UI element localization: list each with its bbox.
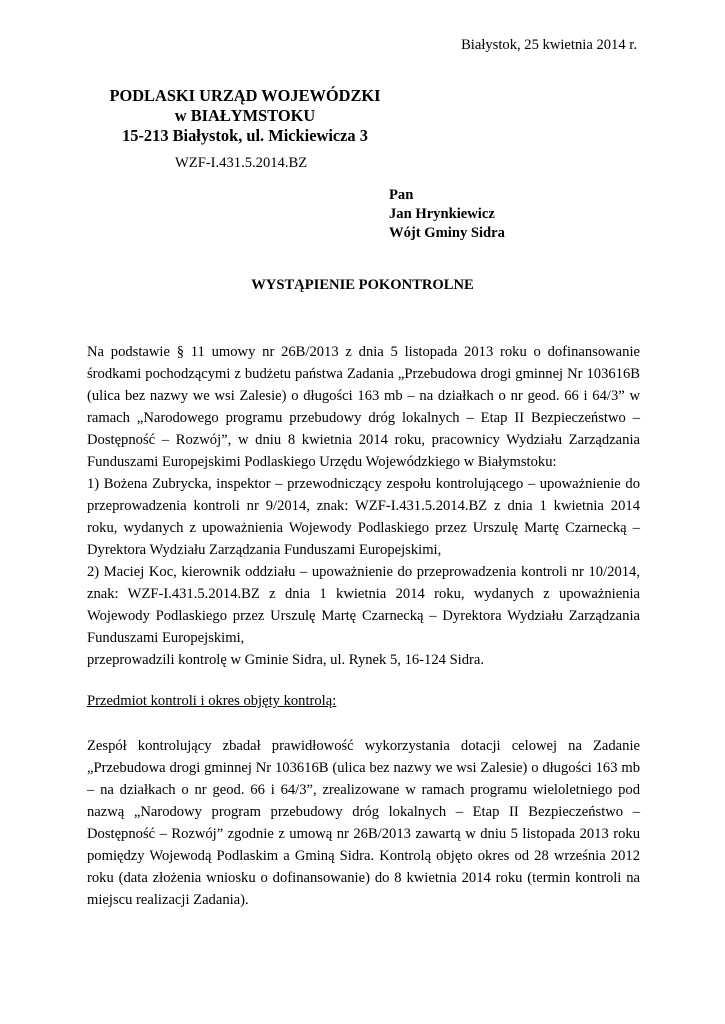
text-line: Dyrektora Wydziału Zarządzania Funduszami Europejskimi, (87, 542, 442, 558)
text-line: ramach „Narodowego programu przebudowy dróg lokalnych – Etap II Bezpieczeństwo – (87, 410, 640, 426)
document-title: WYSTĄPIENIE POKONTROLNE (251, 277, 474, 293)
office-name: PODLASKI URZĄD WOJEWÓDZKI (109, 86, 381, 105)
text-line: „Przebudowa drogi gminnej Nr 103616B (ulica bez nazwy we wsi Zalesie) o długości 163 mb (87, 760, 640, 776)
text-line: Dostępność – Rozwój” zgodnie z umową nr 26B/2013 zawartą w dniu 5 listopada 2013 roku (87, 826, 640, 842)
office-header (100, 86, 390, 146)
addressee-block (389, 186, 505, 243)
text-line: – na działkach o nr geod. 66 i 64/3”, zrealizowane w ramach programu wieloletniego pod (87, 782, 640, 798)
text-line: Zespół kontrolujący zbadał prawidłowość wykorzystania dotacji celowej na Zadanie (87, 738, 640, 754)
paragraph-inspection-basis (87, 341, 640, 671)
text-line: roku (data złożenia wniosku o dofinansowanie) do 8 kwietnia 2014 roku (termin kontroli na (87, 870, 640, 886)
section-heading: Przedmiot kontroli i okres objęty kontrolą: (87, 693, 337, 709)
paragraph-inspection-scope (87, 735, 640, 911)
text-line: Funduszami Europejskimi, (87, 630, 245, 646)
document-date: Białystok, 25 kwietnia 2014 r. (461, 37, 637, 53)
office-address: 15-213 Białystok, ul. Mickiewicza 3 (122, 126, 368, 145)
addressee-position: Wójt Gminy Sidra (389, 225, 505, 241)
text-line: 2) Maciej Koc, kierownik oddziału – upoważnienie do przeprowadzenia kontroli nr 10/2014, (87, 564, 640, 580)
text-line: znak: WZF-I.431.5.2014.BZ z dnia 1 kwietnia 2014 roku, wydanych z upoważnienia (87, 586, 640, 602)
addressee-salutation: Pan (389, 187, 414, 203)
text-line: roku, wydanych z upoważnienia Wojewody Podlaskiego przez Urszulę Martę Czarnecką – (87, 520, 640, 536)
text-line: 1) Bożena Zubrycka, inspektor – przewodniczący zespołu kontrolującego – upoważnienie do (87, 476, 640, 492)
text-line: miejscu realizacji Zadania). (87, 892, 249, 908)
text-line: przeprowadzenia kontroli nr 9/2014, znak: WZF-I.431.5.2014.BZ z dnia 1 kwietnia 2014 (87, 498, 640, 514)
text-line: Na podstawie § 11 umowy nr 26B/2013 z dnia 5 listopada 2013 roku o dofinansowanie (87, 344, 640, 360)
text-line: Dostępność – Rozwój”, w dniu 8 kwietnia 2014 roku, pracownicy Wydziału Zarządzania (87, 432, 640, 448)
addressee-name: Jan Hrynkiewicz (389, 206, 495, 222)
text-line: przeprowadzili kontrolę w Gminie Sidra, ul. Rynek 5, 16-124 Sidra. (87, 652, 485, 668)
text-line: (ulica bez nazwy we wsi Zalesie) o długości 163 mb – na działkach o nr geod. 66 i 64/3” w (87, 388, 640, 404)
text-line: nazwą „Narodowy program przebudowy dróg lokalnych – Etap II Bezpieczeństwo – (87, 804, 640, 820)
text-line: pomiędzy Wojewodą Podlaskim a Gminą Sidra. Kontrolą objęto okres od 28 września 2012 (87, 848, 640, 864)
text-line: Wojewody Podlaskiego przez Urszulę Martę Czarnecką – Dyrektora Wydziału Zarządzania (87, 608, 640, 624)
office-city: w BIAŁYMSTOKU (174, 106, 316, 125)
reference-number: WZF-I.431.5.2014.BZ (175, 155, 308, 171)
text-line: środkami pochodzącymi z budżetu państwa Zadania „Przebudowa drogi gminnej Nr 103616B (87, 366, 640, 382)
text-line: Funduszami Europejskimi Podlaskiego Urzędu Wojewódzkiego w Białymstoku: (87, 454, 557, 470)
